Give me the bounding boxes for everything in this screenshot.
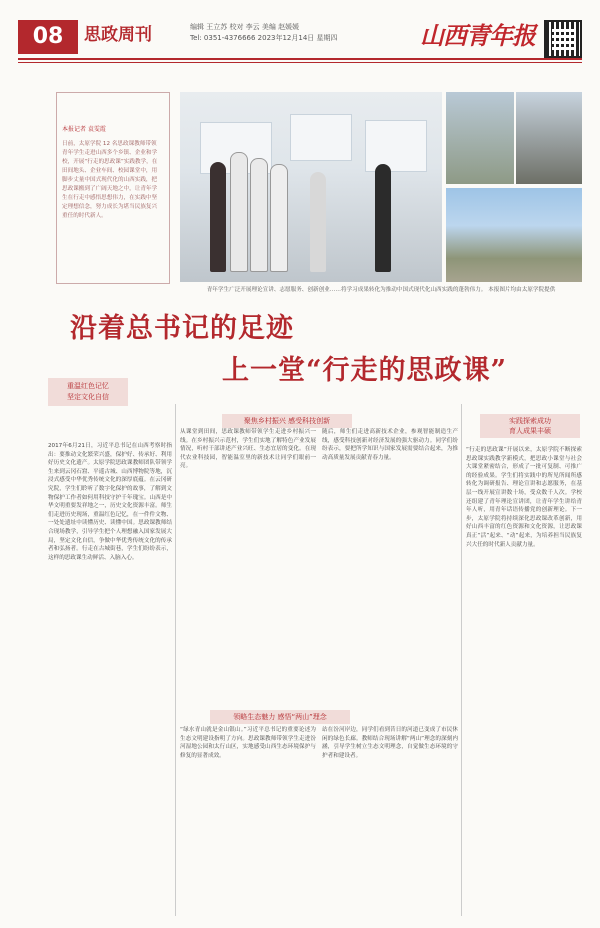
subhead-results: 实践探索成功 育人成果丰硕	[480, 414, 580, 438]
qr-code-icon[interactable]	[544, 20, 582, 58]
article-column-1: 2017年6月21日，习近平总书记在山西考察时指出：要推动文化繁荣兴盛，保护好、传承好、利用好历史文化遗产。太原学院思政课教师团队带领学生来到云冈石窟、平遥古城、山西博物院等地，沉浸式感受中华优秀传统文化的深厚底蕴。在云冈研究院，学生们聆听了数字化保护的故事，了解到文物保护工作者如何用科技守护千年瑰宝。山西是中华文明重要发祥地之一，历史文化资源丰富。师生们走进历史现场，重温红色记忆，在一件件文物、一处处遗址中读懂历史、读懂中国。思政课教师结合现场教学，引导学生把个人理想融入国家发展大局，坚定文化自信，争做中华优秀传统文化的传承者和弘扬者。行走在古城街巷，学生们纷纷表示，这样的思政课生动鲜活、入脑入心。	[48, 443, 172, 561]
person-figure	[230, 152, 248, 272]
photo-caption: 青年学生广泛开展理论宣讲、志愿服务、创新创业……将学习成果转化为推动中国式现代化山西实践的蓬勃伟力。 本报图片均由太原学院提供	[206, 287, 556, 293]
editors-line: 编辑 王立苏 校对 李云 美编 赵媛媛	[190, 23, 300, 31]
column-divider	[461, 404, 462, 916]
newspaper-masthead: 山西青年报	[420, 21, 535, 50]
section-title: 思政周刊	[84, 25, 152, 45]
display-panel	[290, 114, 352, 161]
byline: 本报记者 袁雯霞	[62, 126, 106, 133]
photo-street	[516, 92, 582, 184]
contact-line: Tel: 0351-4376666 2023年12月14日 星期四	[190, 34, 338, 42]
subhead-ecology: 领略生态魅力 感悟“两山”理念	[210, 710, 350, 724]
article-column-4: “绿水青山就是金山银山。”习近平总书记的重要论述为生态文明建设指明了方向。思政课教师带领学生走进汾河湿地公园和太行山区，实地感受山西生态环境保护与修复的显著成效。	[180, 727, 316, 759]
headline-line2: 上一堂“行走的思政课”	[222, 355, 508, 386]
article-column-6: “行走的思政课”开展以来，太原学院不断探索思政课实践教学新模式，把思政小课堂与社会大课堂紧密结合，形成了一批可复制、可推广的经验成果。学生们将实践中的所见所闻所感转化为调研报告、理论宣讲和志愿服务，在基层一线开展宣讲数十场，受众数千人次。学校还组建了青年理论宣讲团，让青年学生讲给青年人听，用青年话语传播党的创新理论。下一步，太原学院将持续深化思政课改革创新，用好山西丰富的红色资源和文化资源，让思政课真正“活”起来、“动”起来，为培养担当民族复兴大任的时代新人贡献力量。	[466, 447, 582, 548]
page-number: 08	[18, 20, 78, 54]
person-figure	[210, 162, 226, 272]
article-column-5: 站在汾河岸边，同学们看到昔日的河道已变成了市民休闲的绿色长廊。教师结合现场讲解“两山”理念的深刻内涵，引导学生树立生态文明理念，自觉做生态环境的守护者和建设者。	[322, 727, 458, 759]
intro-text: 日前，太原学院 12 名思政课教师带领青年学生走进山西多个乡镇、企业和学校，开展“行走的思政课”实践教学，在田间地头、企业车间、校园课堂中，用脚步丈量中国式现代化的山西实践，把思政课搬到了广阔天地之中，让青年学生在行走中感悟思想伟力，在实践中坚定理想信念，努力成长为堪当民族复兴重任的时代新人。	[62, 141, 158, 219]
header-rule-thin	[18, 62, 582, 63]
person-figure	[310, 172, 326, 272]
editor-info	[190, 22, 338, 44]
column-divider	[175, 404, 176, 916]
photo-village-group	[446, 92, 514, 184]
display-panel	[365, 120, 427, 172]
photo-outdoor-group	[446, 188, 582, 282]
subhead-left: 重温红色记忆 坚定文化自信	[48, 378, 128, 406]
article-column-2: 从课堂到田间，思政课教师带领学生走进乡村振兴一线。在乡村振兴示范村，学生们实地了解特色产业发展情况，听村干部讲述产业兴旺、生态宜居的变化。在现代农业科技园，智能温室里的新技术让同学们眼前一亮。	[180, 429, 316, 470]
person-figure	[375, 164, 391, 272]
person-figure	[270, 164, 288, 272]
main-photo	[180, 92, 442, 282]
person-figure	[250, 158, 268, 272]
headline-line1: 沿着总书记的足迹	[70, 313, 294, 344]
header-rule	[18, 58, 582, 60]
subhead-rural: 聚焦乡村振兴 感受科技创新	[222, 414, 352, 428]
article-column-3: 随后，师生们走进高新技术企业，参观智能制造生产线，感受科技创新对经济发展的强大驱动力。同学们纷纷表示，要把所学知识与国家发展需要结合起来，为推动高质量发展贡献青春力量。	[322, 429, 458, 461]
